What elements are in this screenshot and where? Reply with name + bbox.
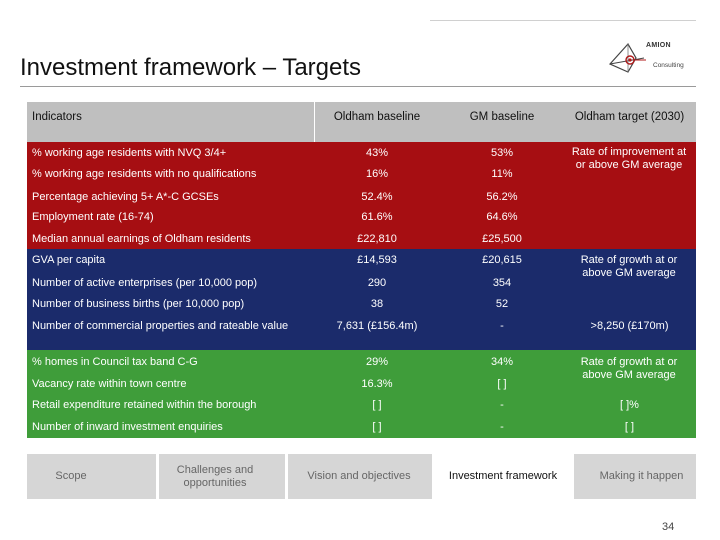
table-row-target-value: [ ]% bbox=[620, 399, 639, 411]
table-row-oldham-value: 7,631 (£156.4m) bbox=[336, 320, 418, 332]
table-row-target-value: [ ] bbox=[624, 421, 635, 433]
table-row-gm-value: £20,615 bbox=[482, 254, 522, 266]
economy-target-text: Rate of growth at or above GM average bbox=[580, 254, 678, 279]
table-row-oldham-value: 16.3% bbox=[361, 378, 393, 390]
table-row-gm-value: - bbox=[500, 320, 504, 332]
table-row-gm-value: 354 bbox=[492, 277, 512, 289]
table-row-indicator: Employment rate (16-74) bbox=[32, 211, 154, 223]
nav-making-it-happen[interactable]: Making it happen bbox=[599, 470, 684, 482]
header-indicators: Indicators bbox=[32, 111, 82, 123]
table-row-oldham-value: 52.4% bbox=[361, 191, 393, 203]
table-row-indicator: Median annual earnings of Oldham residents bbox=[32, 233, 251, 245]
table-row-oldham-value: [ ] bbox=[372, 399, 382, 411]
table-row-oldham-value: 43% bbox=[365, 147, 389, 159]
header-oldham-baseline: Oldham baseline bbox=[333, 111, 421, 123]
nav-challenges[interactable]: Challenges and opportunities bbox=[176, 463, 254, 489]
table-row-indicator: Number of active enterprises (per 10,000 pop) bbox=[32, 277, 258, 289]
top-rule bbox=[430, 20, 696, 21]
table-row-gm-value: 56.2% bbox=[486, 191, 518, 203]
nav-vision[interactable]: Vision and objectives bbox=[307, 470, 411, 482]
nav-investment-framework[interactable]: Investment framework bbox=[432, 454, 574, 499]
education-target-text: Rate of improvement at or above GM average bbox=[571, 146, 687, 171]
table-row-oldham-value: 61.6% bbox=[361, 211, 393, 223]
table-row-gm-value: 53% bbox=[490, 147, 514, 159]
table-row-target-value: >8,250 (£170m) bbox=[590, 320, 669, 332]
amion-logo bbox=[606, 38, 698, 80]
table-row-indicator: Retail expenditure retained within the borough bbox=[32, 399, 257, 411]
table-row-gm-value: 52 bbox=[495, 298, 509, 310]
table-row-oldham-value: £22,810 bbox=[357, 233, 397, 245]
table-row-oldham-value: 38 bbox=[370, 298, 384, 310]
table-row-gm-value: £25,500 bbox=[482, 233, 522, 245]
table-row-indicator: Number of inward investment enquiries bbox=[32, 421, 223, 433]
title-underline bbox=[20, 86, 696, 87]
page-number: 34 bbox=[662, 521, 675, 533]
header-oldham-target: Oldham target (2030) bbox=[574, 111, 685, 123]
table-row-indicator: % working age residents with no qualifications bbox=[32, 168, 257, 180]
logo-subtitle: Consulting bbox=[653, 62, 684, 69]
table-row-indicator: Number of commercial properties and rateable value bbox=[32, 320, 289, 332]
table-header-row bbox=[27, 102, 696, 142]
table-row-oldham-value: [ ] bbox=[372, 421, 382, 433]
header-gm-baseline: GM baseline bbox=[469, 111, 535, 123]
table-row-indicator: GVA per capita bbox=[32, 254, 106, 266]
targets-table bbox=[27, 102, 696, 438]
table-row-gm-value: 11% bbox=[491, 168, 513, 180]
table-row-oldham-value: 290 bbox=[367, 277, 387, 289]
section-navigation bbox=[27, 454, 696, 499]
table-row-oldham-value: 16% bbox=[365, 168, 389, 180]
table-row-indicator: Vacancy rate within town centre bbox=[32, 378, 187, 390]
table-row-indicator: % working age residents with NVQ 3/4+ bbox=[32, 147, 227, 159]
table-row-gm-value: - bbox=[500, 399, 504, 411]
header-divider bbox=[314, 102, 315, 142]
table-row-indicator: Number of business births (per 10,000 pop) bbox=[32, 298, 245, 310]
table-row-oldham-value: £14,593 bbox=[357, 254, 397, 266]
housing-target-text: Rate of growth at or above GM average bbox=[580, 356, 678, 381]
logo-name: AMION bbox=[646, 42, 671, 49]
table-row-oldham-value: 29% bbox=[365, 356, 389, 368]
table-row-gm-value: - bbox=[500, 421, 504, 433]
table-row-gm-value: 34% bbox=[490, 356, 514, 368]
page-title: Investment framework – Targets bbox=[20, 54, 362, 81]
nav-scope[interactable]: Scope bbox=[55, 470, 87, 482]
table-row-indicator: % homes in Council tax band C-G bbox=[32, 356, 198, 368]
table-row-gm-value: 64.6% bbox=[486, 211, 518, 223]
table-row-gm-value: [ ] bbox=[497, 378, 507, 390]
table-row-indicator: Percentage achieving 5+ A*-C GCSEs bbox=[32, 191, 219, 203]
